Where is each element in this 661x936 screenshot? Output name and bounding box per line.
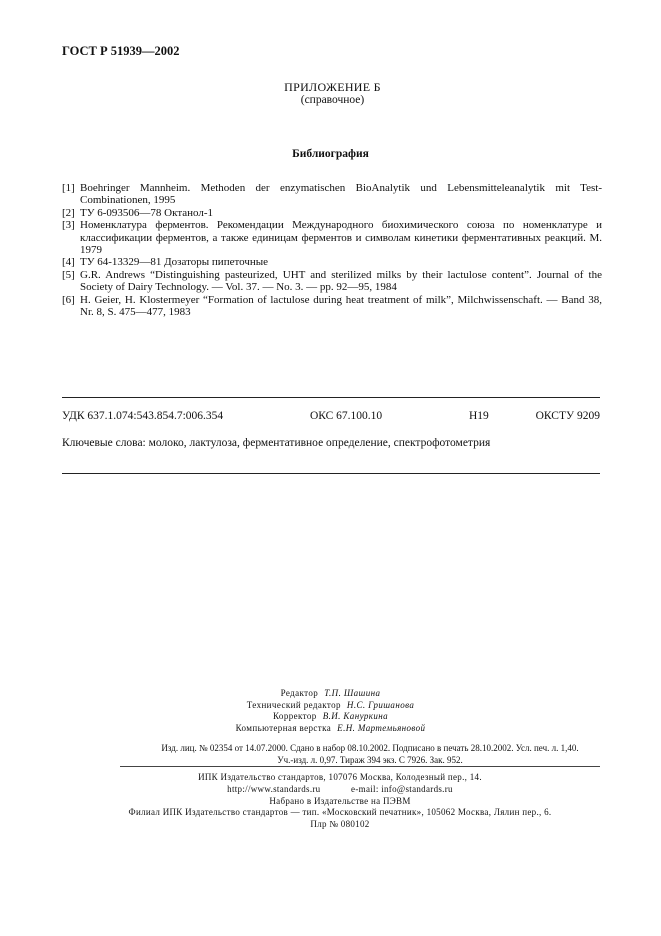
bibliography-item-text: ТУ 64-13329—81 Дозаторы пипеточные <box>80 256 269 269</box>
okstu-code: ОКСТУ 9209 <box>535 410 600 422</box>
bibliography-title: Библиография <box>292 148 369 160</box>
credit-line <box>0 723 661 735</box>
bibliography-item <box>62 256 602 268</box>
credit-role: Технический редактор <box>246 699 341 710</box>
print-info-line: Изд. лиц. № 02354 от 14.07.2000. Сдано в набор 08.10.2002. Подписано в печать 28.10.2002. Усл. печ. л. 1,40. <box>161 743 579 753</box>
divider-bottom <box>62 473 600 474</box>
appendix-title: ПРИЛОЖЕНИЕ Б <box>284 80 381 94</box>
bibliography-item-number: [4] <box>62 256 75 269</box>
publisher-line: Филиал ИПК Издательство стандартов — тип. «Московский печатник», 105062 Москва, Лялин пер., 6. <box>128 807 552 818</box>
publisher-block <box>60 772 620 831</box>
bibliography-item <box>62 207 602 219</box>
print-info <box>120 742 620 766</box>
credit-role: Корректор <box>272 711 317 722</box>
credit-line <box>0 711 661 723</box>
bibliography-item-text: H. Geier, H. Klostermeyer “Formation of lactulose during heat treatment of milk”, Milchwissenschaft. — Band 38, Nr. 8, S. 475—477, 1983 <box>80 293 602 319</box>
appendix-subtitle: (справочное) <box>300 94 365 106</box>
publisher-line: Плр № 080102 <box>310 819 370 830</box>
credit-name: В.И. Кануркина <box>322 711 389 722</box>
credit-role: Редактор <box>280 688 319 698</box>
publisher-line: ИПК Издательство стандартов, 107076 Москва, Колодезный пер., 14. <box>198 772 482 782</box>
bibliography-list <box>62 182 602 318</box>
bibliography-item-number: [3] <box>62 219 75 232</box>
bibliography-item-number: [6] <box>62 293 75 306</box>
keywords: Ключевые слова: молоко, лактулоза, ферментативное определение, спектрофотометрия <box>62 437 491 449</box>
oks-code: ОКС 67.100.10 <box>309 410 383 422</box>
credit-name: Е.Н. Мартемьяновой <box>337 722 426 733</box>
credit-line <box>0 688 661 700</box>
divider-print <box>120 766 600 767</box>
credit-name: Н.С. Гришанова <box>346 699 415 710</box>
bibliography-item <box>62 219 602 256</box>
udk-code: УДК 637.1.074:543.854.7:006.354 <box>62 410 224 422</box>
bibliography-item <box>62 294 602 319</box>
publisher-line: Набрано в Издательстве на ПЭВМ <box>269 795 411 806</box>
bibliography-item <box>62 269 602 294</box>
document-header: ГОСТ Р 51939—2002 <box>62 44 180 58</box>
bibliography-item-text: G.R. Andrews “Distinguishing pasteurized, UHT and sterilized milks by their lactulose content”. Journal of the Society of Dairy Technology. — Vol. 37. — No. 3. — pp. 92—95, 1984 <box>80 268 602 294</box>
publisher-line: http://www.standards.ru e-mail: info@standards.ru <box>227 783 453 794</box>
classification-codes <box>62 410 600 422</box>
bibliography-item-text: ТУ 6-093506—78 Октанол-1 <box>80 206 214 219</box>
credit-line <box>0 700 661 712</box>
bibliography-item-text: Boehringer Mannheim. Methoden der enzymatischen BioAnalytik und Lebensmitteleanalytik mit Test-Combinationen, 1995 <box>80 182 602 207</box>
bibliography-item-text: Номенклатура ферментов. Рекомендации Международного биохимического союза по номенклатуре и классификации ферментов, а также единицам ферментов и символам кинетики ферментативных реакций. М. 1979 <box>80 219 602 257</box>
credits-block <box>0 688 661 734</box>
credit-role: Компьютерная верстка <box>235 722 332 733</box>
bibliography-item-number: [1] <box>62 182 75 194</box>
credit-name: Т.П. Шашина <box>324 688 381 698</box>
bibliography-item-number: [2] <box>62 206 75 219</box>
bibliography-item-number: [5] <box>62 268 75 281</box>
print-info-line: Уч.-изд. л. 0,97. Тираж 394 экз. С 7926. Зак. 952. <box>277 755 463 765</box>
divider-top <box>62 397 600 398</box>
bibliography-item <box>62 182 602 207</box>
group-code: Н19 <box>468 410 489 422</box>
